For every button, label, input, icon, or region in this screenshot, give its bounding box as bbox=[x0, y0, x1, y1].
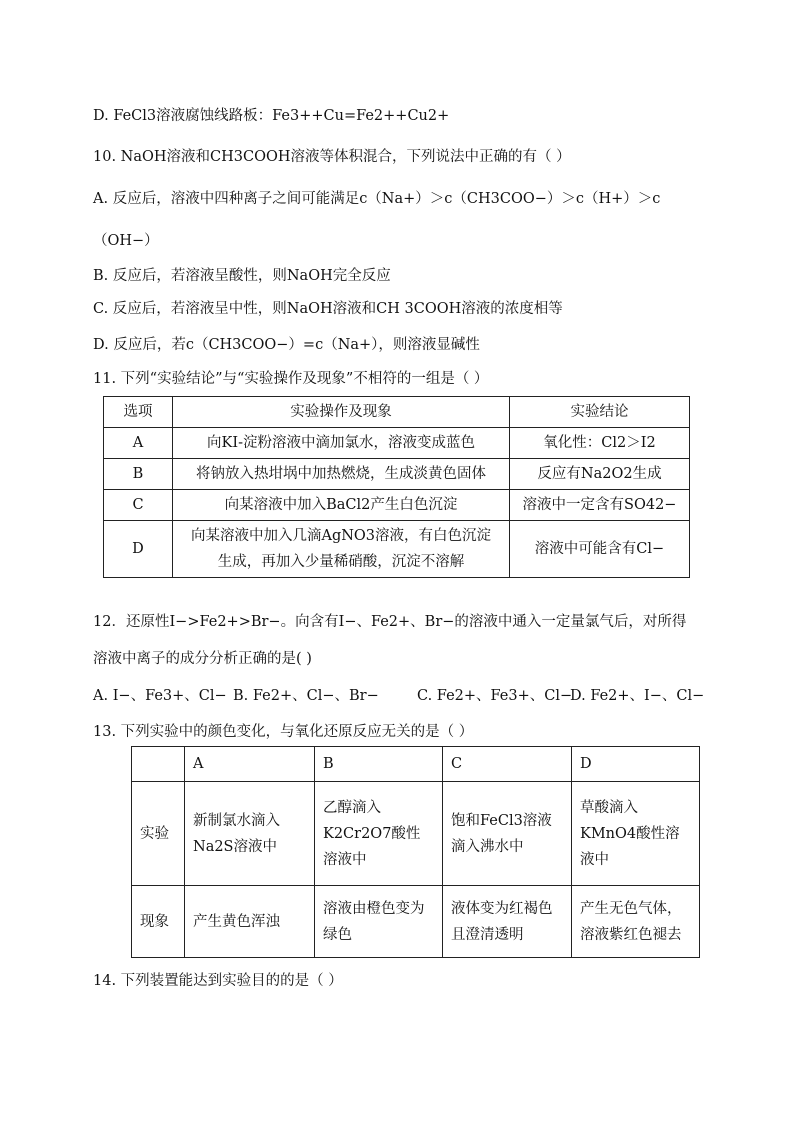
row-label-experiment: 实验 bbox=[132, 782, 185, 886]
row-operation-line1: 向某溶液中加入几滴AgNO3溶液，有白色沉淀 bbox=[190, 528, 492, 544]
row-conclusion: 溶液中可能含有Cl− bbox=[510, 521, 690, 578]
table-row bbox=[132, 886, 700, 958]
row-label-observation: 现象 bbox=[132, 886, 185, 958]
cell-exp-a: 新制氯水滴入Na2S溶液中 bbox=[185, 782, 315, 886]
header-operation: 实验操作及现象 bbox=[173, 397, 510, 428]
cell-obs-a: 产生黄色浑浊 bbox=[185, 886, 315, 958]
row-conclusion: 反应有Na2O2生成 bbox=[510, 459, 690, 490]
table-row bbox=[104, 428, 690, 459]
q12-option-a: A. I−、Fe3+、Cl− bbox=[93, 688, 227, 704]
row-operation: 向KI-淀粉溶液中滴加氯水，溶液变成蓝色 bbox=[173, 428, 510, 459]
header-empty bbox=[132, 747, 185, 782]
q10-option-d: D. 反应后，若c（CH3COO−）=c（Na+），则溶液显碱性 bbox=[93, 337, 480, 353]
table-row bbox=[104, 490, 690, 521]
q10-option-a-line2: （OH−） bbox=[93, 233, 159, 249]
row-option: B bbox=[104, 459, 173, 490]
q11-stem: 11. 下列“实验结论”与“实验操作及现象”不相符的一组是（ ） bbox=[93, 371, 489, 387]
q12-stem-line2: 溶液中离子的成分分析正确的是( ) bbox=[93, 651, 312, 667]
cell-obs-c: 液体变为红褐色且澄清透明 bbox=[443, 886, 572, 958]
q13-table bbox=[131, 746, 700, 958]
header-col-a: A bbox=[185, 747, 315, 782]
q9-option-d-text: D. FeCl3溶液腐蚀线路板：Fe3++Cu=Fe2++Cu2+ bbox=[93, 108, 450, 124]
q10-option-a-line1: A. 反应后，溶液中四种离子之间可能满足c（Na+）＞c（CH3COO−）＞c（H+）＞c bbox=[93, 191, 661, 207]
row-conclusion: 溶液中一定含有SO42− bbox=[510, 490, 690, 521]
row-conclusion: 氧化性：Cl2＞I2 bbox=[510, 428, 690, 459]
header-col-b: B bbox=[315, 747, 443, 782]
q12-stem-line1: 12．还原性I−>Fe2+>Br−。向含有I−、Fe2+、Br−的溶液中通入一定量氯气后，对所得 bbox=[93, 614, 687, 630]
q12-option-c: C. Fe2+、Fe3+、Cl− bbox=[417, 688, 573, 704]
q12-option-d: D. Fe2+、I−、Cl− bbox=[570, 688, 705, 704]
row-option: A bbox=[104, 428, 173, 459]
q11-table bbox=[103, 396, 690, 578]
q10-stem: 10. NaOH溶液和CH3COOH溶液等体积混合，下列说法中正确的有（ ） bbox=[93, 149, 571, 165]
row-operation: 向某溶液中加入BaCl2产生白色沉淀 bbox=[173, 490, 510, 521]
table-row bbox=[104, 521, 690, 578]
table-row bbox=[132, 782, 700, 886]
row-option: D bbox=[104, 521, 173, 578]
header-conclusion: 实验结论 bbox=[510, 397, 690, 428]
cell-exp-b: 乙醇滴入K2Cr2O7酸性溶液中 bbox=[315, 782, 443, 886]
header-col-c: C bbox=[443, 747, 572, 782]
table-header-row bbox=[132, 747, 700, 782]
cell-obs-d: 产生无色气体，溶液紫红色褪去 bbox=[572, 886, 700, 958]
q12-option-b: B. Fe2+、Cl−、Br− bbox=[233, 688, 379, 704]
header-option: 选项 bbox=[104, 397, 173, 428]
cell-exp-d: 草酸滴入KMnO4酸性溶液中 bbox=[572, 782, 700, 886]
row-operation bbox=[173, 521, 510, 578]
row-operation: 将钠放入热坩埚中加热燃烧，生成淡黄色固体 bbox=[173, 459, 510, 490]
row-operation-line2: 生成，再加入少量稀硝酸，沉淀不溶解 bbox=[217, 554, 465, 570]
q10-option-b: B. 反应后，若溶液呈酸性，则NaOH完全反应 bbox=[93, 268, 391, 284]
header-col-d: D bbox=[572, 747, 700, 782]
q9-option-d bbox=[93, 106, 449, 126]
cell-exp-c: 饱和FeCl3溶液滴入沸水中 bbox=[443, 782, 572, 886]
q10-option-c: C. 反应后，若溶液呈中性，则NaOH溶液和CH 3COOH溶液的浓度相等 bbox=[93, 301, 563, 317]
cell-obs-b: 溶液由橙色变为绿色 bbox=[315, 886, 443, 958]
q13-stem: 13. 下列实验中的颜色变化，与氧化还原反应无关的是（ ） bbox=[93, 724, 474, 740]
table-row bbox=[104, 459, 690, 490]
q14-stem: 14. 下列装置能达到实验目的的是（ ） bbox=[93, 973, 343, 989]
table-header-row bbox=[104, 397, 690, 428]
row-option: C bbox=[104, 490, 173, 521]
